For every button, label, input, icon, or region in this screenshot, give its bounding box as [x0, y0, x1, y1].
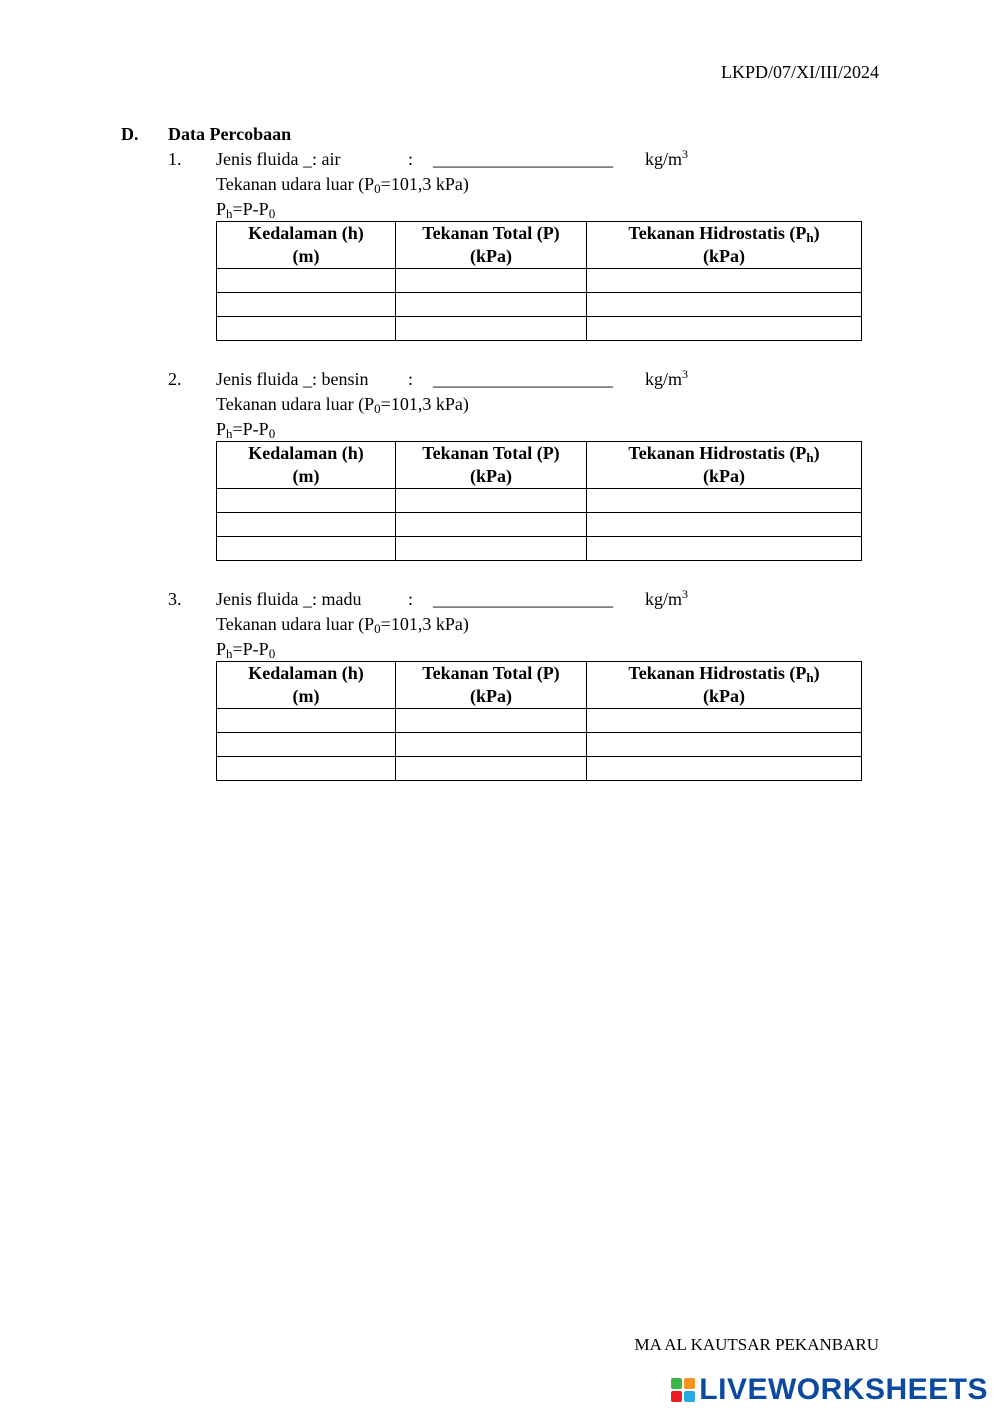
table-cell[interactable] [217, 733, 396, 757]
air-pressure-line: Tekanan udara luar ($P_0=101,3$ kPa) [216, 174, 469, 196]
fluid-label: Jenis fluida _: bensin [216, 369, 369, 389]
section-title: Data Percobaan [168, 124, 292, 144]
header-total-pressure: Tekanan Total (P) (kPa) [396, 662, 587, 709]
data-table [216, 661, 862, 781]
table-row [217, 537, 862, 561]
table-cell[interactable] [396, 269, 587, 293]
school-name: MA AL KAUTSAR PEKANBARU [634, 1335, 879, 1354]
table-cell[interactable] [396, 513, 587, 537]
formula-line: $P_h=P-P_0$ [216, 419, 276, 441]
header-total-pressure: Tekanan Total (P) (kPa) [396, 442, 587, 489]
table-cell[interactable] [396, 709, 587, 733]
table-cell[interactable] [587, 709, 862, 733]
logo-square [684, 1378, 695, 1389]
density-blank[interactable]: ____________________ [433, 149, 613, 169]
colon: : [408, 369, 414, 389]
table-cell[interactable] [217, 709, 396, 733]
table-cell[interactable] [217, 757, 396, 781]
header-depth: Kedalaman (h) (m) [217, 662, 396, 709]
table-cell[interactable] [587, 489, 862, 513]
header-depth: Kedalaman (h) (m) [217, 222, 396, 269]
brand-text: LIVEWORKSHEETS [699, 1373, 988, 1406]
colon: : [408, 149, 414, 169]
logo-square [684, 1391, 695, 1402]
table-cell[interactable] [396, 317, 587, 341]
table-cell[interactable] [396, 733, 587, 757]
table-cell[interactable] [587, 757, 862, 781]
data-table [216, 221, 862, 341]
table-cell[interactable] [217, 269, 396, 293]
table-cell[interactable] [396, 757, 587, 781]
data-table [216, 441, 862, 561]
table-cell[interactable] [587, 269, 862, 293]
formula-line: $P_h=P-P_0$ [216, 199, 276, 221]
table-cell[interactable] [587, 317, 862, 341]
table-cell[interactable] [217, 537, 396, 561]
density-unit: $kg/m^3$ [645, 367, 689, 389]
liveworksheets-logo-icon [671, 1378, 695, 1402]
table-cell[interactable] [396, 537, 587, 561]
table-row [217, 317, 862, 341]
table-cell[interactable] [217, 513, 396, 537]
table-cell[interactable] [396, 293, 587, 317]
table-cell[interactable] [217, 293, 396, 317]
table-row [217, 513, 862, 537]
header-total-pressure: Tekanan Total (P) (kPa) [396, 222, 587, 269]
air-pressure-line: Tekanan udara luar ($P_0=101,3$ kPa) [216, 614, 469, 636]
density-blank[interactable]: ____________________ [433, 589, 613, 609]
table-cell[interactable] [217, 489, 396, 513]
table-cell[interactable] [217, 317, 396, 341]
header-hydrostatic-pressure: Tekanan Hidrostatis $(P_h)$ (kPa) [587, 222, 862, 269]
table-row [217, 293, 862, 317]
logo-square [671, 1378, 682, 1389]
fluid-label: Jenis fluida _: air [216, 149, 341, 169]
table-cell[interactable] [587, 537, 862, 561]
colon: : [408, 589, 414, 609]
header-hydrostatic-pressure: Tekanan Hidrostatis $(P_h)$ (kPa) [587, 442, 862, 489]
table-row [217, 733, 862, 757]
table-cell[interactable] [396, 489, 587, 513]
document-code: LKPD/07/XI/III/2024 [721, 62, 879, 82]
header-hydrostatic-pressure: Tekanan Hidrostatis $(P_h)$ (kPa) [587, 662, 862, 709]
table-cell[interactable] [587, 733, 862, 757]
density-unit: $kg/m^3$ [645, 147, 689, 169]
density-unit: $kg/m^3$ [645, 587, 689, 609]
item-number: 2. [168, 369, 182, 389]
section-letter: D. [121, 124, 139, 144]
logo-square [671, 1391, 682, 1402]
table-cell[interactable] [587, 513, 862, 537]
fluid-label: Jenis fluida _: madu [216, 589, 362, 609]
header-depth: Kedalaman (h) (m) [217, 442, 396, 489]
density-blank[interactable]: ____________________ [433, 369, 613, 389]
air-pressure-line: Tekanan udara luar ($P_0=101,3$ kPa) [216, 394, 469, 416]
liveworksheets-brand[interactable] [671, 1374, 988, 1406]
table-row [217, 489, 862, 513]
formula-line: $P_h=P-P_0$ [216, 639, 276, 661]
table-cell[interactable] [587, 293, 862, 317]
item-number: 3. [168, 589, 182, 609]
table-row [217, 709, 862, 733]
table-row [217, 269, 862, 293]
item-number: 1. [168, 149, 182, 169]
table-row [217, 757, 862, 781]
